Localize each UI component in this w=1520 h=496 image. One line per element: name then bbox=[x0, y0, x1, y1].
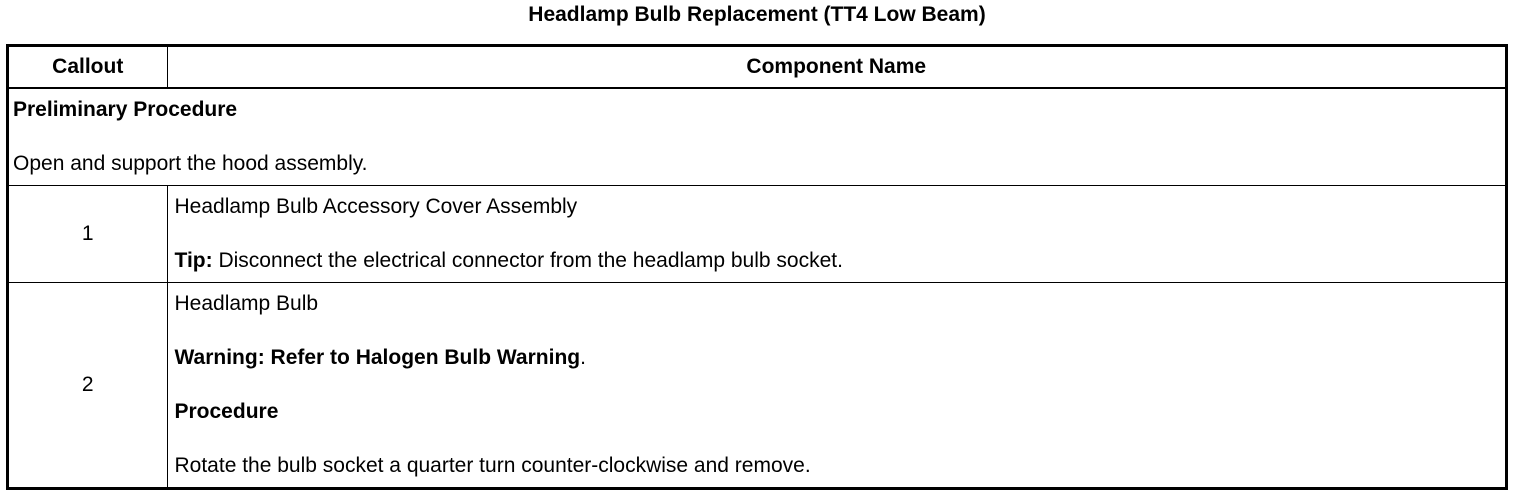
callout-number: 2 bbox=[9, 283, 167, 488]
component-name: Headlamp Bulb Accessory Cover Assembly bbox=[174, 195, 578, 218]
tip-label: Tip: bbox=[174, 249, 213, 272]
column-header-component-name: Component Name bbox=[167, 47, 1505, 88]
tip-note bbox=[175, 219, 1506, 273]
column-header-callout: Callout bbox=[9, 47, 167, 88]
component-cell bbox=[167, 283, 1505, 488]
component-name: Headlamp Bulb bbox=[174, 292, 319, 315]
document-title: Headlamp Bulb Replacement (TT4 Low Beam) bbox=[528, 3, 986, 26]
table-row bbox=[9, 283, 1505, 488]
warning-period: . bbox=[580, 346, 586, 369]
procedure-heading: Procedure bbox=[174, 400, 279, 423]
tip-text: Disconnect the electrical connector from the headlamp bulb socket. bbox=[212, 249, 843, 272]
preliminary-procedure-row bbox=[9, 88, 1505, 186]
table-row bbox=[9, 186, 1505, 283]
warning-text: Warning: Refer to Halogen Bulb Warning bbox=[174, 346, 581, 369]
procedure-table bbox=[6, 44, 1508, 490]
table-header-row bbox=[9, 47, 1505, 88]
callout-number: 1 bbox=[9, 186, 167, 283]
component-cell bbox=[167, 186, 1505, 283]
procedure-text: Rotate the bulb socket a quarter turn counter-clockwise and remove. bbox=[174, 454, 811, 477]
warning-note bbox=[175, 316, 1506, 370]
preliminary-procedure-cell bbox=[9, 88, 1505, 186]
preliminary-procedure-heading: Preliminary Procedure bbox=[13, 98, 238, 121]
preliminary-procedure-text: Open and support the hood assembly. bbox=[13, 152, 368, 175]
